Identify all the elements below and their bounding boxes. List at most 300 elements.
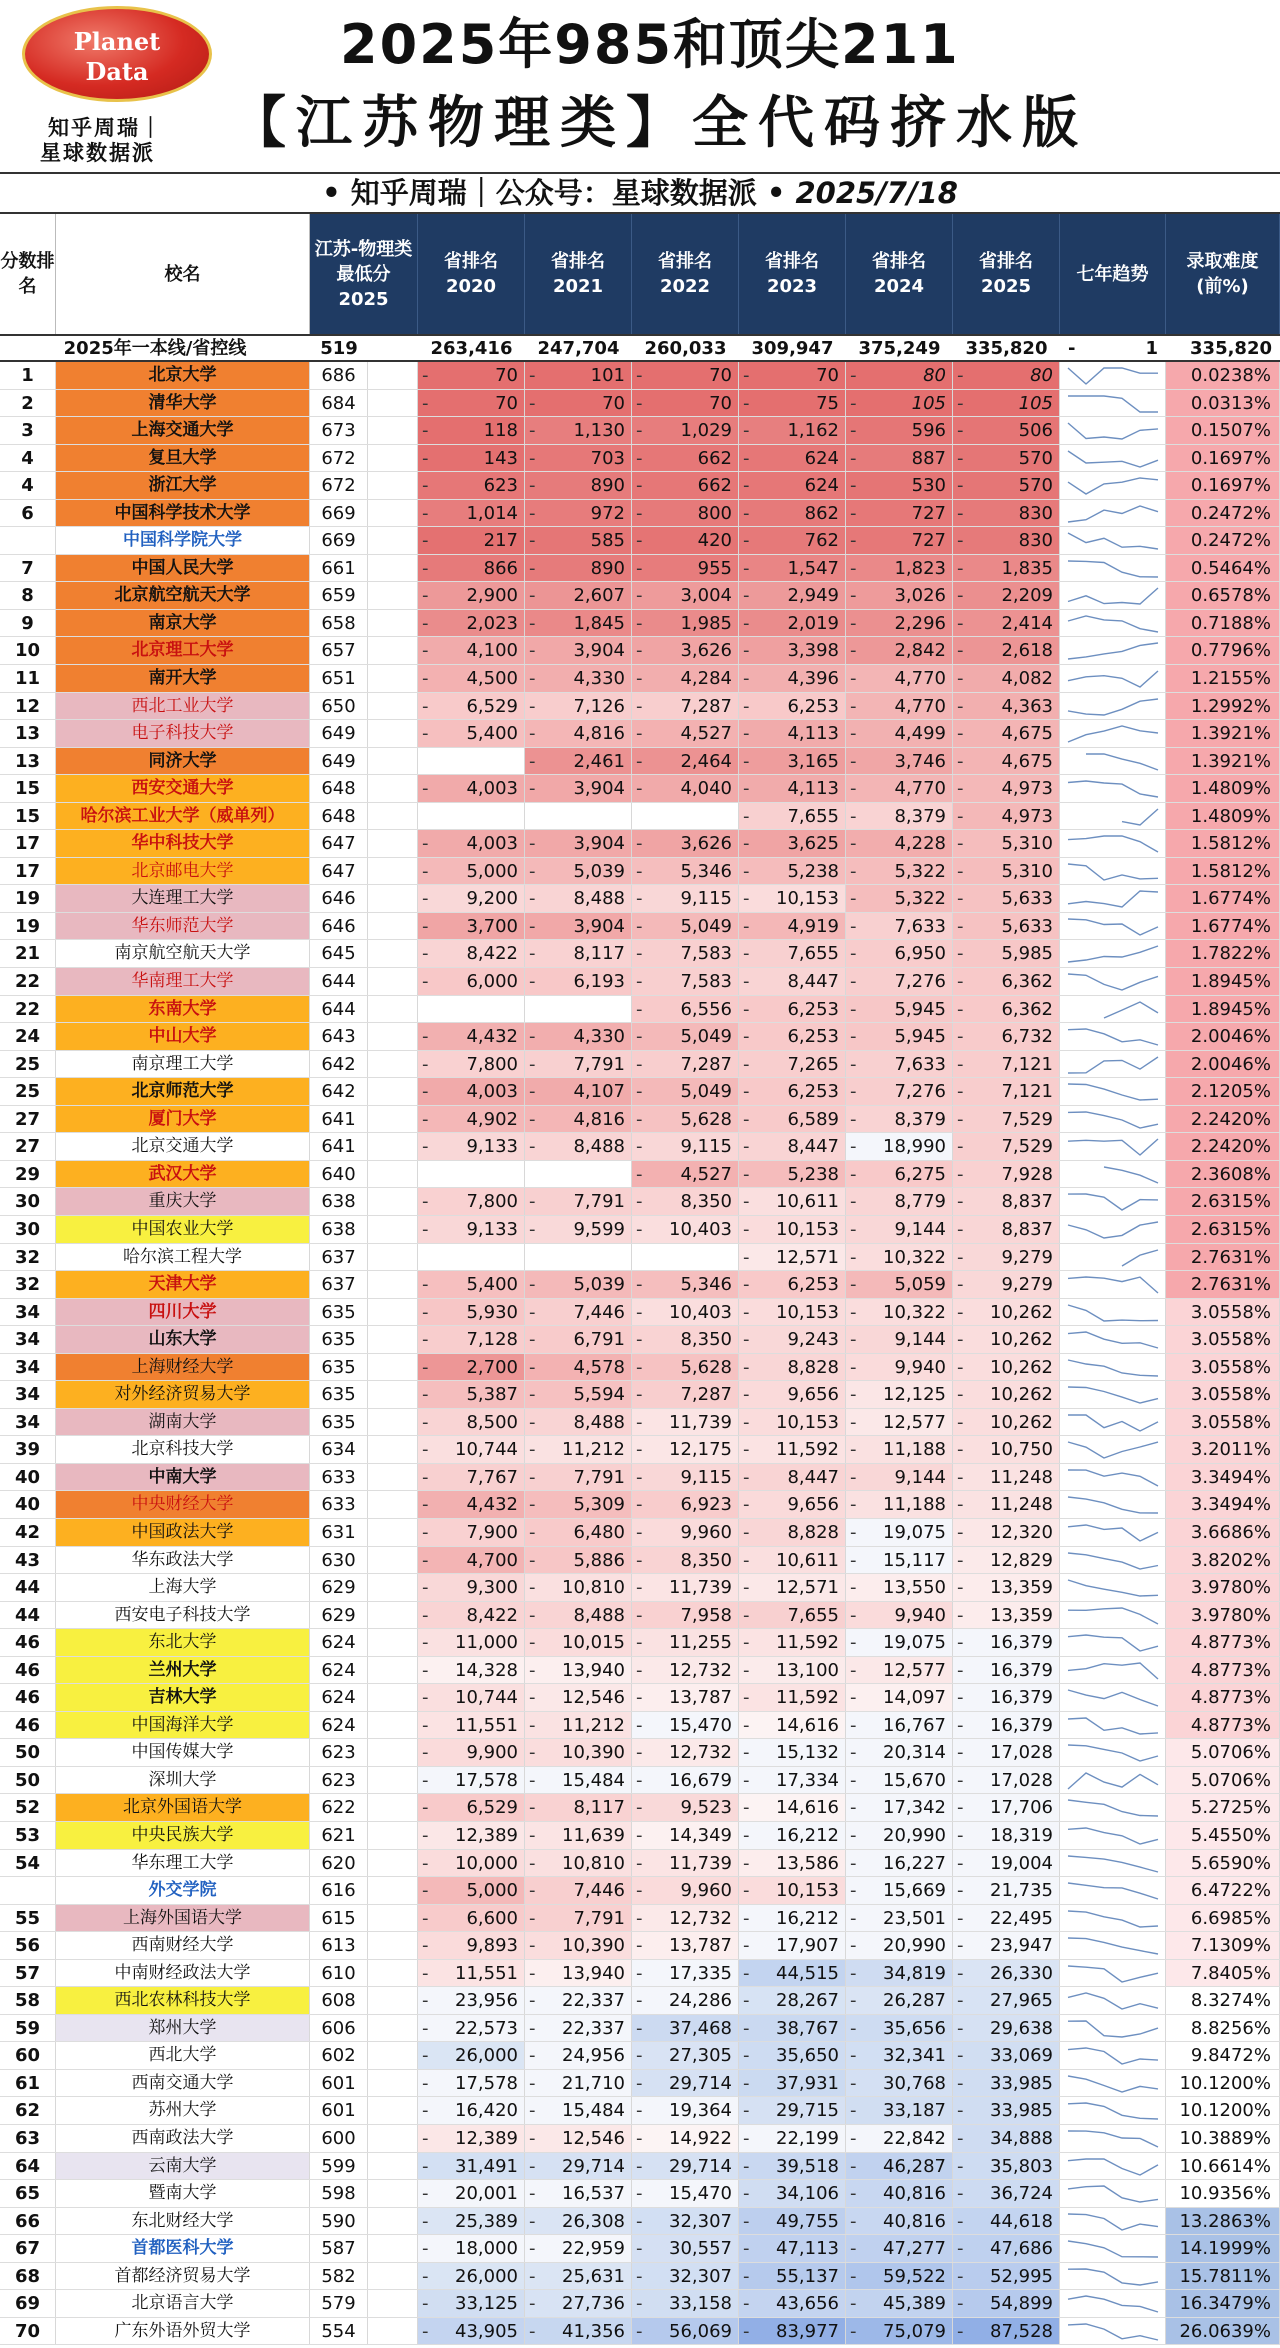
rank-value: 10,390 [562,1935,625,1957]
cell-dash: - [422,1053,429,1075]
rank-year-cell [846,830,953,857]
rank-year-cell [739,1960,846,1987]
rank-year-cell [739,582,846,609]
cell-dash: - [743,1246,750,1268]
rank-value: 22,495 [990,1907,1053,1929]
rank-year-cell [525,362,632,389]
school-name: 西南政法大学 [56,2125,310,2152]
rank-year-cell [632,1629,739,1656]
cell-dash: - [529,2072,536,2094]
school-name: 南京航空航天大学 [56,940,310,967]
rank-value: 7,655 [787,943,839,965]
difficulty-cell: 3.3494% [1166,1464,1280,1491]
table-row [0,693,1280,721]
spacer-cell [368,2180,418,2207]
cell-dash: - [529,2238,536,2260]
min-score-cell: 631 [310,1519,368,1546]
rank-value: 12,571 [776,1577,839,1599]
cell-dash: - [957,1301,964,1323]
table-row [0,1822,1280,1850]
rank-value: 8,117 [573,1797,625,1819]
rank-value: 31,491 [455,2155,518,2177]
rank-year-cell [953,582,1060,609]
rank-value: 5,594 [573,1384,625,1406]
cell-dash: - [529,1797,536,1819]
cell-dash: - [850,2265,857,2287]
rank-year-cell [739,1767,846,1794]
school-name: 西南财经大学 [56,1932,310,1959]
rank-year-cell [739,1354,846,1381]
rank-value: 8,379 [894,805,946,827]
rank-year-cell [418,1491,525,1518]
rank-year-cell [632,1161,739,1188]
rank-year-cell [846,2235,953,2262]
min-score-cell: 658 [310,610,368,637]
rank-value: 15,669 [883,1880,946,1902]
cell-dash: - [743,1659,750,1681]
rank-year-cell [418,858,525,885]
cell-dash: - [636,1191,643,1213]
rank-cell: 34 [0,1381,56,1408]
trend-line [1068,2186,1158,2202]
rank-value: 10,000 [455,1852,518,1874]
rank-year-cell [953,1712,1060,1739]
cell-dash: - [957,998,964,1020]
rank-year-cell [739,858,846,885]
rank-value: 5,310 [1001,860,1053,882]
cell-dash: - [422,1632,429,1654]
rank-year-cell [632,2235,739,2262]
rank-value: 6,253 [787,1081,839,1103]
cell-dash: - [422,2155,429,2177]
rank-value: 33,187 [883,2100,946,2122]
school-name: 哈尔滨工业大学（威单列） [56,803,310,830]
rank-year-cell [846,665,953,692]
cell-dash: - [850,1494,857,1516]
rank-year-cell [846,1078,953,1105]
trend-line [1068,2241,1158,2257]
cell-dash: - [636,971,643,993]
rank-year-cell [418,1960,525,1987]
page-subtitle: 【江苏物理类】全代码挤水版 [230,91,1088,156]
rank-value: 13,940 [562,1962,625,1984]
rank-year-cell [846,803,953,830]
rank-value: 8,422 [466,1604,518,1626]
cell-dash: - [850,1026,857,1048]
rank-value: 9,656 [787,1494,839,1516]
school-name: 同济大学 [56,748,310,775]
cell-dash: - [529,1687,536,1709]
rank-year-cell [525,885,632,912]
spacer-cell [368,362,418,389]
rank-cell: 7 [0,555,56,582]
difficulty-cell: 5.4550% [1166,1822,1280,1849]
header-rank: 分数排名 [0,214,56,334]
cell-dash: - [636,1081,643,1103]
cell-dash: - [850,1274,857,1296]
school-name: 北京航空航天大学 [56,582,310,609]
cell-dash: - [957,1439,964,1461]
rank-value: 8,447 [787,1466,839,1488]
rank-year-cell [418,803,525,830]
rank-year-cell [846,1464,953,1491]
rank-value: 4,500 [466,668,518,690]
trend-sparkline [1060,1188,1166,1215]
table-row [0,1602,1280,1630]
rank-value: 9,523 [680,1797,732,1819]
cell-dash: - [422,1659,429,1681]
cell-dash: - [636,557,643,579]
rank-year-cell [632,362,739,389]
rank-value: 20,990 [883,1935,946,1957]
trend-line [1068,699,1158,715]
rank-year-cell [525,527,632,554]
rank-cell [0,527,56,554]
rank-year-cell [418,1326,525,1353]
rank-value: 12,732 [669,1742,732,1764]
rank-year-cell [632,748,739,775]
rank-cell: 60 [0,2042,56,2069]
trend-sparkline [1060,1905,1166,1932]
cell-dash: - [850,2100,857,2122]
rank-value: 1,014 [466,502,518,524]
rank-year-cell [739,748,846,775]
difficulty-cell: 0.2472% [1166,527,1280,554]
rank-year-cell [846,940,953,967]
min-score-cell: 642 [310,1051,368,1078]
cell-dash: - [529,2293,536,2315]
rank-year-cell [418,1161,525,1188]
cell-dash: - [529,2128,536,2149]
rank-year-cell [632,858,739,885]
spacer-cell [368,1051,418,1078]
spacer-cell [368,775,418,802]
spacer-cell [368,417,418,444]
table-row [0,913,1280,941]
cell-dash: - [850,1384,857,1406]
rank-value: 5,000 [466,860,518,882]
school-name: 上海大学 [56,1574,310,1601]
rank-value: 420 [697,530,732,552]
cell-dash: - [743,447,750,469]
rank-value: 10,810 [562,1577,625,1599]
table-row [0,1987,1280,2015]
rank-value: 8,488 [573,1411,625,1433]
cell-dash: - [957,915,964,937]
min-score-cell: 648 [310,775,368,802]
rank-year-cell [846,693,953,720]
cell-dash: - [957,1108,964,1130]
cell-dash: - [957,2265,964,2287]
cell-dash: - [529,1769,536,1791]
rank-value: 10,262 [990,1329,1053,1351]
cell-dash: - [743,915,750,937]
rank-year-cell [418,1188,525,1215]
trend-sparkline [1060,1574,1166,1601]
rank-value: 47,686 [990,2238,1053,2260]
cell-dash: - [850,943,857,965]
cell-dash: - [636,1880,643,1902]
trend-sparkline [1060,1051,1166,1078]
rank-year-cell [739,1602,846,1629]
table-row [0,1216,1280,1244]
school-name: 西南交通大学 [56,2070,310,2097]
cell-dash: - [850,585,857,607]
rank-year-cell [632,1850,739,1877]
rank-cell: 8 [0,582,56,609]
rank-value: 4,107 [573,1081,625,1103]
table-row [0,1051,1280,1079]
cell-dash: - [743,2072,750,2094]
rank-year-cell [739,2097,846,2124]
rank-year-cell [846,858,953,885]
rank-year-cell [846,1602,953,1629]
trend-sparkline [1060,445,1166,472]
spacer-cell [368,1244,418,1271]
school-name: 武汉大学 [56,1161,310,1188]
school-name: 哈尔滨工程大学 [56,1244,310,1271]
cell-dash: - [422,2265,429,2287]
rank-year-cell [739,1932,846,1959]
rank-year-cell [953,2318,1060,2345]
cell-dash: - [850,1714,857,1736]
trend-sparkline [1060,1960,1166,1987]
cell-dash: - [957,447,964,469]
trend-line [1068,2048,1158,2064]
cell-dash: - [636,640,643,662]
spacer-cell [368,996,418,1023]
rank-year-cell [846,1574,953,1601]
rank-year-cell [418,1216,525,1243]
table-row [0,1657,1280,1685]
table-row [0,968,1280,996]
cell-dash: - [957,1246,964,1268]
rank-year-cell [418,500,525,527]
rank-value: 52,995 [990,2265,1053,2287]
rank-cell: 34 [0,1354,56,1381]
rank-value: 27,736 [562,2293,625,2315]
school-name: 东南大学 [56,996,310,1023]
cell-dash: - [850,2155,857,2177]
difficulty-cell: 10.1200% [1166,2097,1280,2124]
cell-dash: - [957,557,964,579]
difficulty-cell: 2.6315% [1166,1188,1280,1215]
trend-line [1122,809,1158,825]
cell-dash: - [850,1466,857,1488]
cell-dash: - [957,1384,964,1406]
rank-year-cell [632,527,739,554]
rank-year-cell [739,2153,846,2180]
cell-dash: - [422,2100,429,2122]
rank-value: 17,706 [990,1797,1053,1819]
cell-dash: - [957,2045,964,2067]
rank-year-cell [525,1850,632,1877]
rank-value: 30,768 [883,2072,946,2094]
cell-dash: - [743,1577,750,1599]
cell-dash: - [529,1329,536,1351]
trend-sparkline [1060,1409,1166,1436]
rank-cell: 27 [0,1106,56,1133]
cell-dash: - [529,1439,536,1461]
rank-value: 10,153 [776,1411,839,1433]
cell-dash: - [529,915,536,937]
trend-sparkline [1060,362,1166,389]
rank-value: 7,800 [466,1053,518,1075]
min-score-cell: 641 [310,1106,368,1133]
rank-year-cell [418,748,525,775]
rank-cell: 27 [0,1133,56,1160]
min-score-cell: 608 [310,1987,368,2014]
trend-line [1068,1387,1158,1403]
rank-year-cell [739,1519,846,1546]
rank-cell: 40 [0,1491,56,1518]
trend-line [1068,643,1158,659]
rank-value: 8,117 [573,943,625,965]
spacer-cell [368,803,418,830]
difficulty-cell: 4.8773% [1166,1657,1280,1684]
rank-year-cell [846,1684,953,1711]
rank-value: 4,003 [466,778,518,800]
cell-dash: - [529,971,536,993]
rank-year-cell [418,1547,525,1574]
rank-cell: 13 [0,720,56,747]
cell-dash: - [529,943,536,965]
table-row [0,2125,1280,2153]
rank-value: 5,039 [573,1274,625,1296]
trend-line [1122,1250,1158,1266]
rank-year-cell [632,2290,739,2317]
rank-value: 7,276 [894,971,946,993]
rank-year-cell [739,527,846,554]
rank-year-cell [846,1629,953,1656]
difficulty-cell: 0.1507% [1166,417,1280,444]
cell-dash: - [422,1466,429,1488]
rank-year-cell [846,1794,953,1821]
rank-year-cell [632,1794,739,1821]
school-name: 中国人民大学 [56,555,310,582]
rank-value: 7,276 [894,1081,946,1103]
cell-dash: - [529,888,536,910]
rank-value: 41,356 [562,2320,625,2342]
cell-dash: - [636,778,643,800]
rank-value: 15,132 [776,1742,839,1764]
cell-dash: - [636,2210,643,2232]
cell-dash: - [743,1797,750,1819]
cell-dash: - [636,2128,643,2149]
rank-value: 2,900 [466,585,518,607]
cell-dash: - [743,365,750,386]
rank-value: 26,000 [455,2265,518,2287]
difficulty-cell: 3.0558% [1166,1409,1280,1436]
rank-value: 6,253 [787,998,839,1020]
cell-dash: - [743,2183,750,2205]
rank-value: 10,262 [990,1356,1053,1378]
trend-line [1068,588,1158,604]
cell-dash: - [422,1769,429,1791]
school-name: 上海交通大学 [56,417,310,444]
rank-value: 11,639 [562,1824,625,1846]
table-row [0,1409,1280,1437]
rank-value: 4,770 [894,668,946,690]
spacer-cell [368,1960,418,1987]
rank-year-cell [418,1574,525,1601]
rank-value: 14,922 [669,2128,732,2149]
rank-year-cell [525,2097,632,2124]
rank-cell: 15 [0,803,56,830]
rank-year-cell [846,1354,953,1381]
school-name: 对外经济贸易大学 [56,1381,310,1408]
school-name: 华东政法大学 [56,1547,310,1574]
rank-year-cell [953,555,1060,582]
rank-value: 12,577 [883,1411,946,1433]
cell-dash: - [957,695,964,717]
rank-value: 7,583 [680,971,732,993]
rank-year-cell [632,665,739,692]
cell-dash: - [636,1136,643,1158]
rank-year-cell [525,940,632,967]
table-row [0,830,1280,858]
cell-dash: - [743,1356,750,1378]
cell-dash: - [850,723,857,745]
rank-value: 7,767 [466,1466,518,1488]
cell-dash: - [850,998,857,1020]
header-year-2025: 省排名2025 [953,214,1060,334]
min-score-cell: 624 [310,1684,368,1711]
rank-year-cell [632,1106,739,1133]
rank-year-cell [418,2070,525,2097]
rank-year-cell [953,1574,1060,1601]
rank-cell: 46 [0,1684,56,1711]
rank-year-cell [418,1712,525,1739]
rank-value: 8,837 [1001,1218,1053,1240]
cell-dash: - [529,530,536,552]
trend-line [1068,1029,1158,1045]
rank-year-cell [632,1216,739,1243]
cell-dash: - [422,1439,429,1461]
rank-value: 15,470 [669,1714,732,1736]
cell-dash: - [636,1604,643,1626]
rank-value: 55,137 [776,2265,839,2287]
rank-year-cell [846,1188,953,1215]
min-score-cell: 623 [310,1739,368,1766]
difficulty-cell: 7.8405% [1166,1960,1280,1987]
rank-year-cell [953,417,1060,444]
rank-year-cell [953,1106,1060,1133]
rank-value: 7,791 [573,1053,625,1075]
rank-value: 15,484 [562,1769,625,1791]
trend-line [1068,1497,1158,1513]
trend-line [1068,1470,1158,1486]
rank-value: 7,121 [1001,1053,1053,1075]
rank-cell: 13 [0,748,56,775]
spacer-cell [368,582,418,609]
rank-year-cell [953,1794,1060,1821]
difficulty-cell: 3.0558% [1166,1299,1280,1326]
cell-dash: - [636,1797,643,1819]
rank-year-cell [739,1684,846,1711]
difficulty-cell: 5.6590% [1166,1850,1280,1877]
rank-cell: 50 [0,1767,56,1794]
table-row [0,2153,1280,2181]
rank-year-cell [632,1767,739,1794]
difficulty-cell: 1.4809% [1166,775,1280,802]
rank-year-cell [739,1106,846,1133]
trend-sparkline [1060,1850,1166,1877]
min-score-cell: 635 [310,1326,368,1353]
rank-value: 6,193 [573,971,625,993]
difficulty-cell: 3.9780% [1166,1574,1280,1601]
table-row [0,1078,1280,1106]
